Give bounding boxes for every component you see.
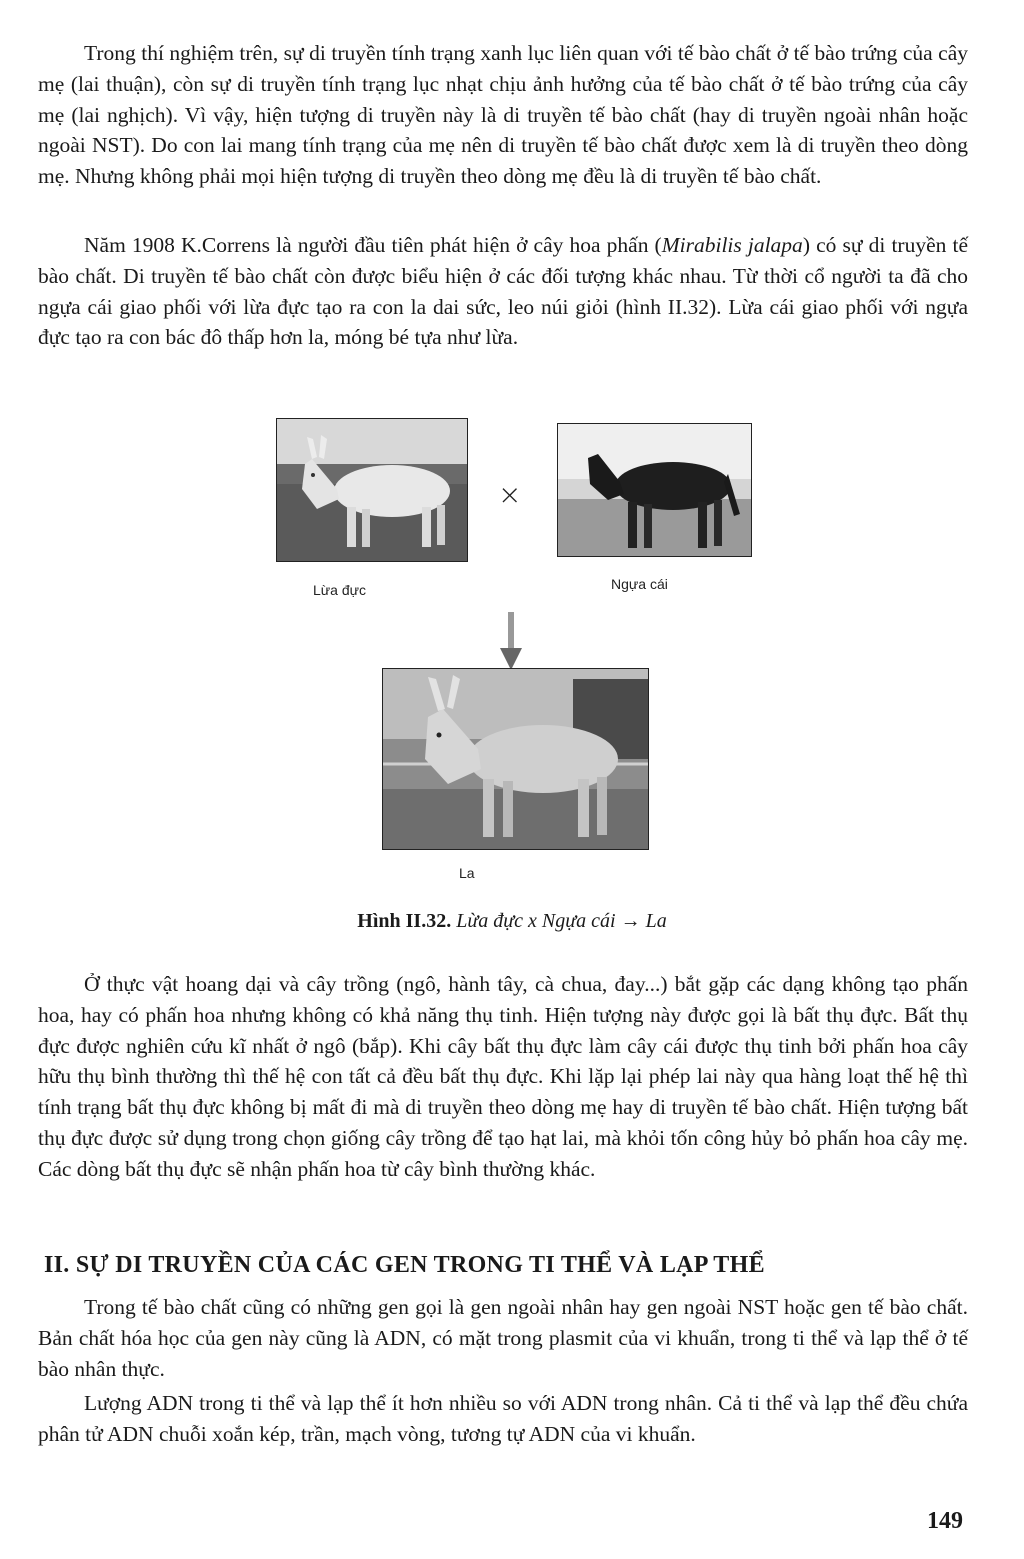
- paragraph-3: Ở thực vật hoang dại và cây trồng (ngô, hành tây, cà chua, đay...) bắt gặp các dạng không tạo phấn hoa, hay có phấn hoa nhưng không có khả năng thụ tinh. Hiện tượng này được gọi là bất thụ đực. Bất thụ đực được nghiên cứu kĩ nhất ở ngô (bắp). Khi cây bất thụ đực làm cây cái được thụ tinh bởi phấn hoa cây hữu thụ bình thường thì thế hệ con tất cả đều bất thụ đực. Khi lặp lại phép lai này qua hàng loạt thế hệ thì tính trạng bất thụ đực không bị mất đi mà di truyền theo dòng mẹ hay di truyền tế bào chất. Hiện tượng bất thụ đực được sử dụng trong chọn giống cây trồng để tạo hạt lai, mà khỏi tốn công hủy bỏ phấn hoa cây mẹ. Các dòng bất thụ đực sẽ nhận phấn hoa từ cây bình thường khác.: [38, 972, 968, 1181]
- species-name: Mirabilis jalapa: [661, 233, 803, 257]
- paragraph-2-end: ) có sự di truyền tế bào chất. Di truyền tế bào chất còn được biểu hiện ở các đối tượng khác nhau. Từ thời cổ người ta đã cho ngựa cái giao phối với lừa đực tạo ra con la dai sức, leo núi giỏi (hình II.32). Lừa cái giao phối với ngựa đực tạo ra con bác đô thấp hơn la, móng bé tựa như lừa.: [38, 233, 968, 350]
- figure-caption: [0, 910, 1024, 933]
- paragraph-2-start: Năm 1908 K.Correns là người đầu tiên phát hiện ở cây hoa phấn (: [84, 233, 662, 257]
- paragraph-5: Lượng ADN trong ti thể và lạp thể ít hơn nhiều so với ADN trong nhân. Cả ti thể và lạp thể đều chứa phân tử ADN chuỗi xoắn kép, trần, mạch vòng, tương tự ADN của vi khuẩn.: [38, 1391, 968, 1446]
- paragraph-1: Trong thí nghiệm trên, sự di truyền tính trạng xanh lục liên quan với tế bào chất ở tế bào trứng của cây mẹ (lai thuận), còn sự di truyền tính trạng lục nhạt chịu ảnh hưởng của tế bào chất ở tế bào trứng của cây mẹ (lai nghịch). Vì vậy, hiện tượng di truyền này là di truyền tế bào chất (hay di truyền ngoài nhân hoặc ngoài NST). Do con lai mang tính trạng của mẹ nên di truyền tế bào chất được xem là di truyền theo dòng mẹ. Nhưng không phải mọi hiện tượng di truyền theo dòng mẹ đều là di truyền tế bào chất.: [38, 41, 968, 189]
- donkey-caption: Lừa đực: [313, 582, 366, 598]
- paragraph-2: [38, 230, 968, 353]
- mule-caption: La: [459, 865, 475, 881]
- down-arrow-icon: [498, 612, 524, 672]
- figure-label: Hình II.32.: [357, 910, 452, 932]
- paragraph-4: Trong tế bào chất cũng có những gen gọi là gen ngoài nhân hay gen ngoài NST hoặc gen tế bào chất. Bản chất hóa học của gen này cũng là ADN, có mặt trong plasmit của vi khuẩn, trong ti thể và lạp thể ở tế bào nhân thực.: [38, 1295, 968, 1381]
- donkey-photo: [276, 418, 468, 562]
- mule-photo: [382, 668, 649, 850]
- cross-symbol: ×: [498, 478, 522, 511]
- section-heading: II. SỰ DI TRUYỀN CỦA CÁC GEN TRONG TI THỂ VÀ LẠP THỂ: [44, 1252, 765, 1278]
- horse-caption: Ngựa cái: [611, 576, 668, 592]
- page-number: 149: [927, 1508, 963, 1534]
- horse-photo: [557, 423, 752, 557]
- figure-caption-text: Lừa đực x Ngựa cái → La: [456, 910, 667, 932]
